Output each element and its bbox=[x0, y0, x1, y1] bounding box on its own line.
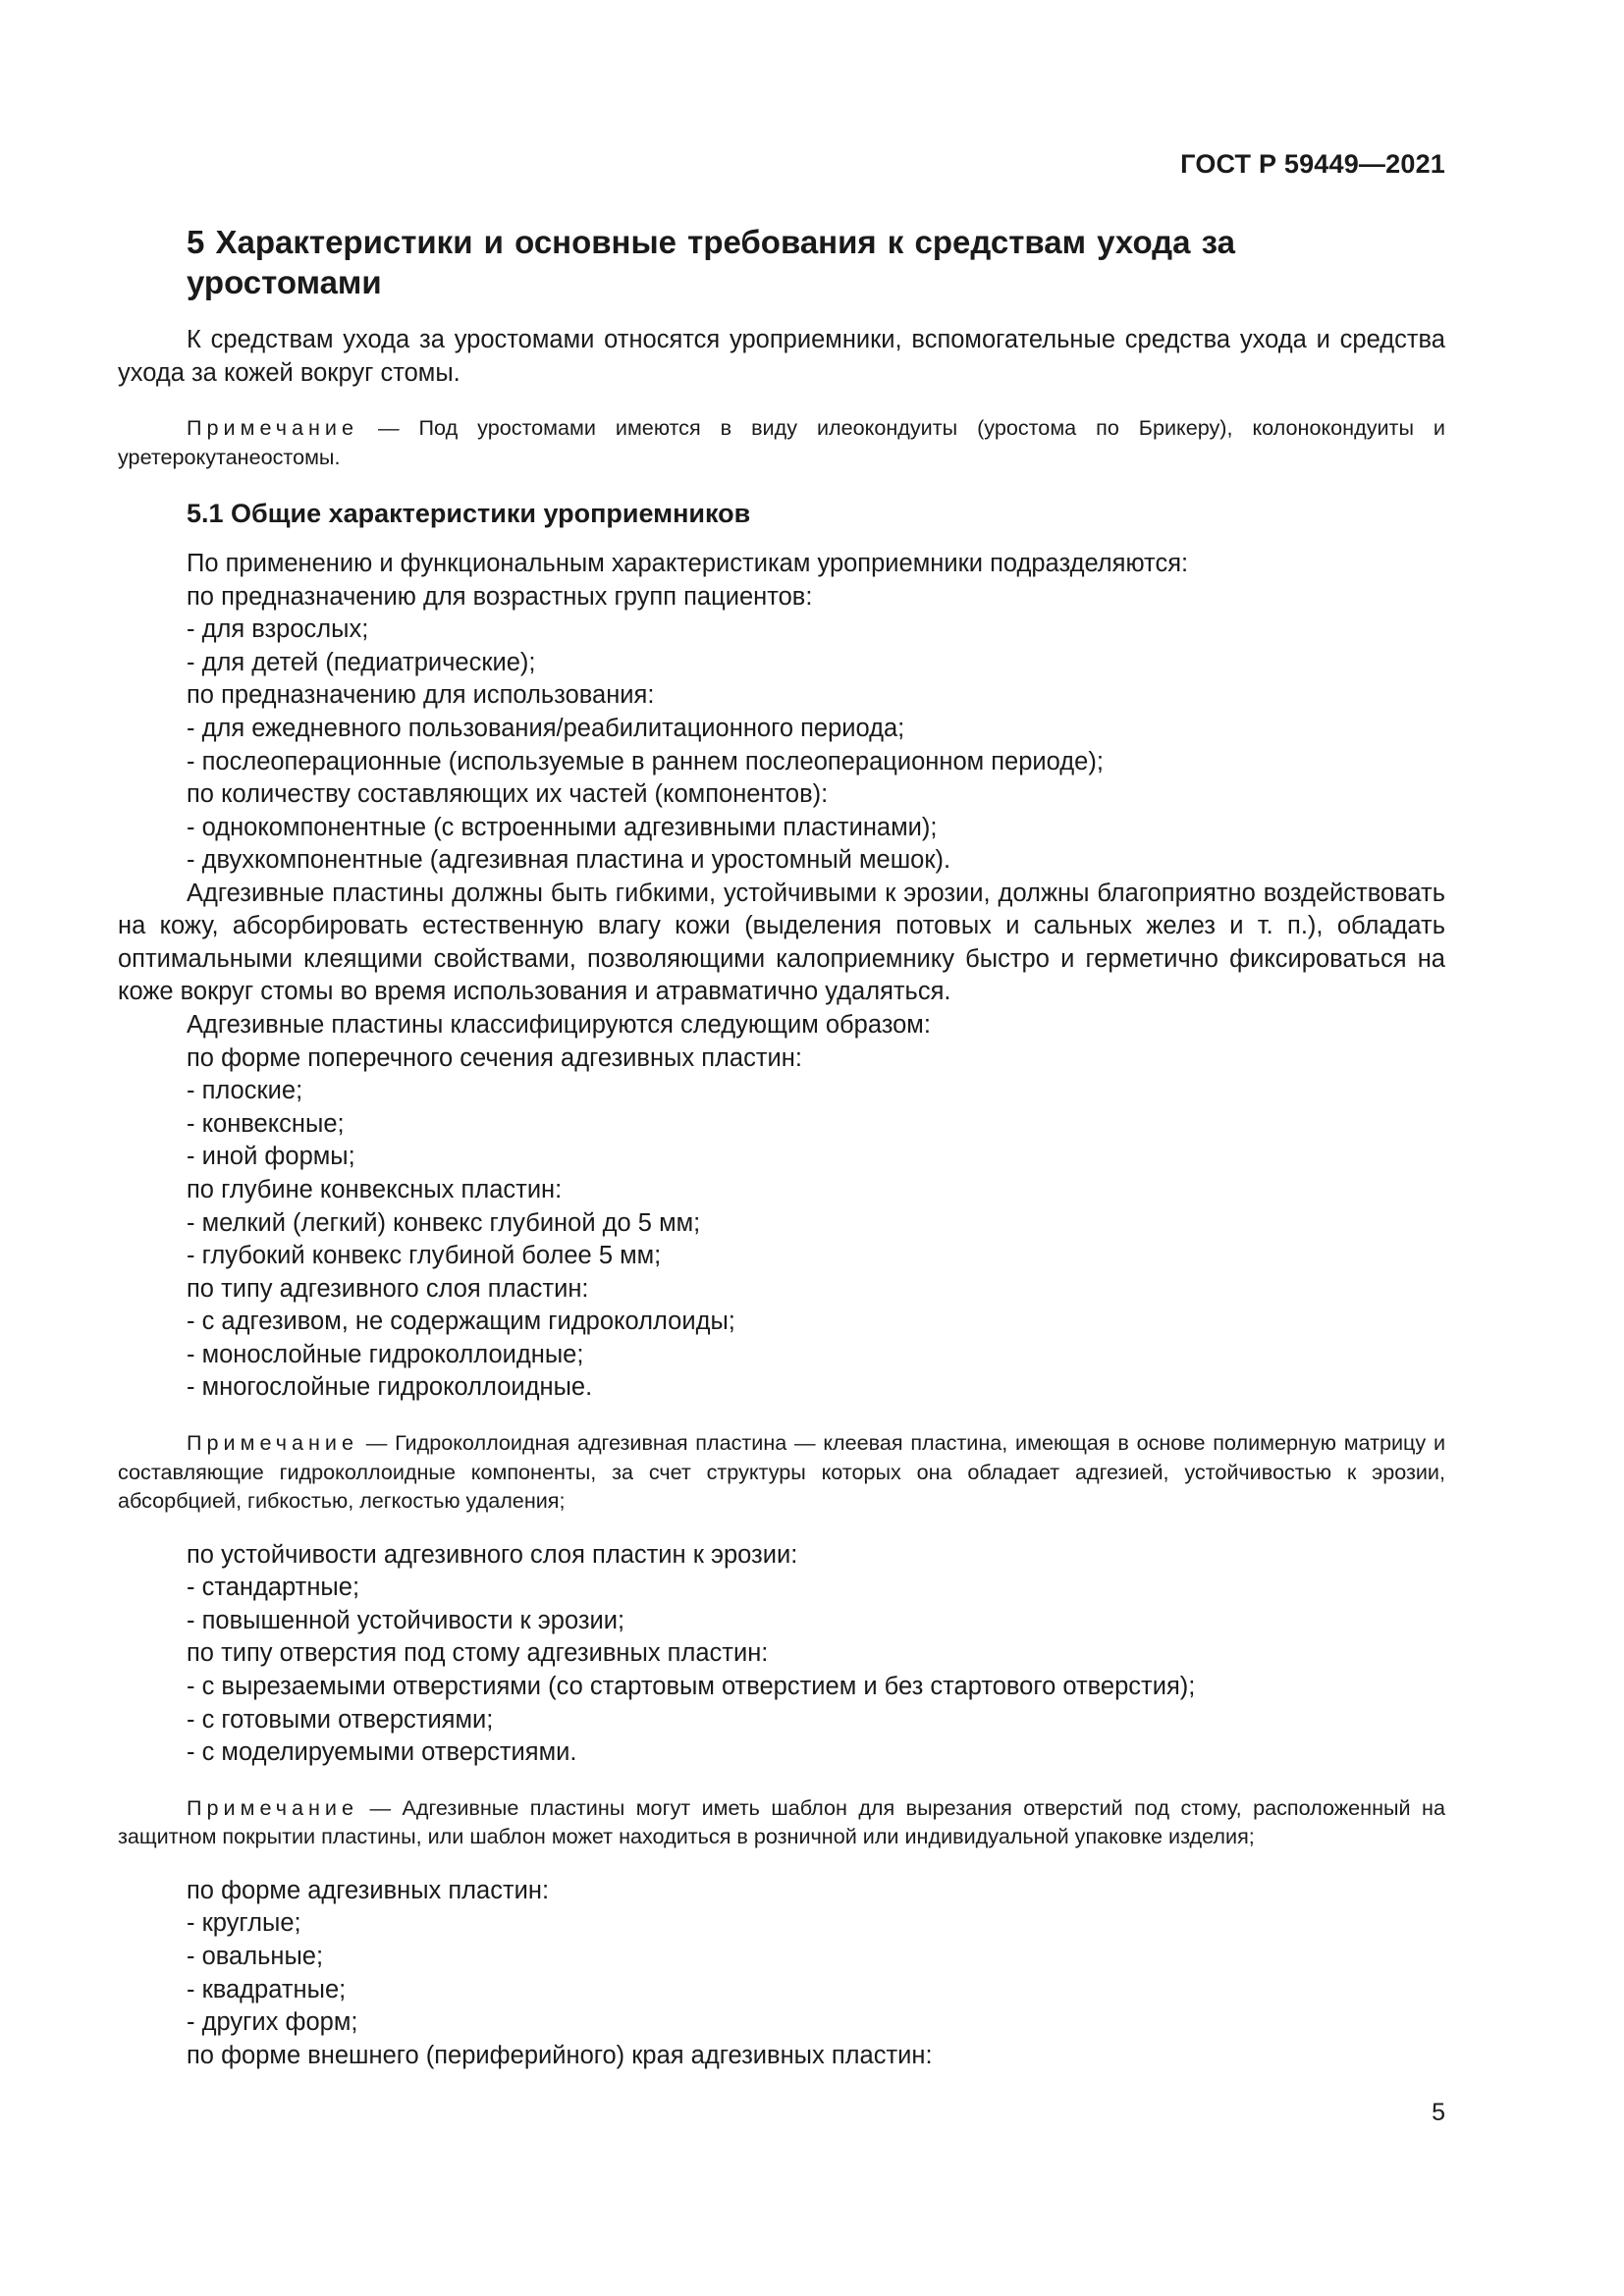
list-item: - монослойные гидроколлоидные; bbox=[187, 1340, 584, 1368]
list-item: по форме поперечного сечения адгезивных пластин: bbox=[187, 1043, 802, 1072]
standard-code: ГОСТ Р 59449—2021 bbox=[1180, 149, 1445, 179]
list-item: - с моделируемыми отверстиями. bbox=[187, 1738, 577, 1767]
list-item: по типу адгезивного слоя пластин: bbox=[187, 1274, 589, 1303]
note-text: — Гидроколлоидная адгезивная пластина — клеевая пластина, имеющая в основе полимерную матрицу и составляющие гидроколлоидные компоненты, за счет структуры которых она обладает адгезией, устойчивостью к эрозии, абсорбцией, гибкостью, легкостью удаления; bbox=[118, 1430, 1446, 1514]
note-1 bbox=[118, 413, 1445, 471]
list-item: - глубокий конвекс глубиной более 5 мм; bbox=[187, 1242, 662, 1270]
list-item: по глубине конвексных пластин: bbox=[187, 1175, 563, 1203]
page-content bbox=[118, 222, 1445, 2072]
adhesive-paragraph: Адгезивные пластины должны быть гибкими, устойчивыми к эрозии, должны благоприятно воздействовать на кожу, абсорбировать естественную влагу кожи (выделения потовых и сальных желез и т. п.), обладать оптимальными клеящими свойствами, позволяющими калоприемнику быстро и герметично фиксироваться на коже вокруг стомы во время использования и атравматично удаляться. bbox=[118, 879, 1445, 1006]
list-item: - для детей (педиатрические); bbox=[187, 648, 536, 676]
list-item: - с адгезивом, не содержащим гидроколлоиды; bbox=[187, 1308, 735, 1336]
list-item: по предназначению для возрастных групп пациентов: bbox=[187, 582, 813, 611]
list-item: - многослойные гидроколлоидные. bbox=[187, 1373, 593, 1402]
classification-list-2 bbox=[118, 1009, 1445, 1405]
list-item: - мелкий (легкий) конвекс глубиной до 5 мм; bbox=[187, 1208, 701, 1237]
list-item: - с вырезаемыми отверстиями (со стартовым отверстием и без стартового отверстия); bbox=[187, 1672, 1196, 1700]
list-item: - двухкомпонентные (адгезивная пластина и уростомный мешок). bbox=[187, 846, 951, 875]
list-item: - для ежедневного пользования/реабилитационного периода; bbox=[187, 714, 905, 742]
list-item: По применению и функциональным характеристикам уроприемники подразделяются: bbox=[187, 550, 1189, 577]
list-item: - квадратные; bbox=[187, 1975, 347, 2003]
subsection-title: 5.1 Общие характеристики уроприемников bbox=[187, 499, 751, 528]
list-item: - стандартные; bbox=[187, 1574, 360, 1602]
list-item: - иной формы; bbox=[187, 1143, 355, 1171]
list-item: по типу отверстия под стому адгезивных пластин: bbox=[187, 1639, 769, 1668]
section-intro: К средствам ухода за уростомами относятся уроприемники, вспомогательные средства ухода и средства ухода за кожей вокруг стомы. bbox=[118, 326, 1445, 387]
note-label: Примечание bbox=[187, 415, 358, 440]
list-item: по количеству составляющих их частей (компонентов): bbox=[187, 780, 829, 809]
list-item: - конвексные; bbox=[187, 1109, 345, 1138]
section-title: 5 Характеристики и основные требования к средствам ухода за уростомами bbox=[187, 224, 1235, 300]
list-item: по форме адгезивных пластин: bbox=[187, 1876, 550, 1904]
note-text: — Под уростомами имеются в виду илеокондуиты (уростома по Брикеру), колонокондуиты и уретерокутанеостомы. bbox=[118, 415, 1445, 469]
note-label: Примечание bbox=[187, 1430, 358, 1456]
page-number: 5 bbox=[1432, 2099, 1445, 2126]
list-item: - плоские; bbox=[187, 1077, 303, 1105]
list-item: - круглые; bbox=[187, 1909, 301, 1938]
list-item: - послеоперационные (используемые в раннем послеоперационном периоде); bbox=[187, 747, 1104, 775]
note-3 bbox=[118, 1793, 1445, 1851]
list-item: - с готовыми отверстиями; bbox=[187, 1705, 494, 1734]
classification-list-4 bbox=[118, 1875, 1445, 2073]
list-item: - для взрослых; bbox=[187, 615, 369, 644]
list-item: - повышенной устойчивости к эрозии; bbox=[187, 1606, 625, 1634]
list-item: - овальные; bbox=[187, 1942, 324, 1970]
note-label: Примечание bbox=[187, 1794, 358, 1820]
list-item: по устойчивости адгезивного слоя пластин к эрозии: bbox=[187, 1540, 798, 1569]
classification-list-3 bbox=[118, 1539, 1445, 1770]
list-item: - других форм; bbox=[187, 2008, 358, 2037]
list-item: Адгезивные пластины классифицируются следующим образом: bbox=[187, 1010, 931, 1039]
classification-list-1 bbox=[118, 548, 1445, 878]
list-item: - однокомпонентные (с встроенными адгезивными пластинами); bbox=[187, 813, 938, 841]
list-item: по форме внешнего (периферийного) края адгезивных пластин: bbox=[187, 2041, 933, 2069]
list-item: по предназначению для использования: bbox=[187, 681, 655, 710]
note-2 bbox=[118, 1428, 1445, 1516]
note-text: — Адгезивные пластины могут иметь шаблон для вырезания отверстий под стому, расположенный на защитном покрытии пластины, или шаблон может находиться в розничной или индивидуальной упаковке изделия; bbox=[118, 1794, 1445, 1849]
